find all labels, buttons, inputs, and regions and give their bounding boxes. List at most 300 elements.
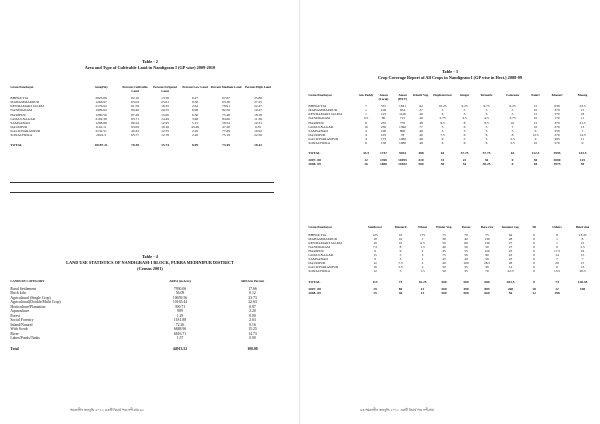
table-cell: 130: [484, 236, 490, 241]
table-cell: 22.56: [254, 133, 262, 138]
table-cell: 5: [511, 112, 514, 117]
table-cell: 9: [534, 136, 537, 141]
table-cell: 27.25: [254, 100, 262, 105]
table-cell: 15.74: [161, 143, 169, 148]
table-cell: 22: [462, 158, 467, 163]
table-cell: 57.75: [460, 151, 469, 156]
table-cell: 6.36: [191, 112, 199, 117]
table-cell: 5: [463, 112, 466, 117]
table-cell: 1821: [399, 104, 406, 109]
table-cell: 45: [442, 257, 446, 262]
column-header: Til: [532, 226, 536, 229]
table-cell: 62: [510, 151, 515, 156]
table-cell: 25.86: [254, 96, 262, 101]
table-cell: 48: [419, 136, 423, 141]
column-header: Percent Cultivable Land: [122, 86, 148, 93]
row-label: KENDAMARI JALPAI: [308, 240, 342, 245]
table-cell: 270: [554, 132, 560, 137]
table-cell: 1: [556, 236, 558, 241]
table-cell: 10: [533, 108, 538, 113]
row-label: GOKULNAGAR: [308, 124, 334, 129]
table-4-label: Table - 4: [142, 254, 158, 259]
table-cell: 715: [399, 116, 406, 121]
table-cell: 23.5: [579, 104, 586, 109]
table-cell: 13: [580, 124, 585, 129]
table-cell: 9: [581, 141, 584, 146]
table-cell: 15: [373, 290, 377, 295]
table-cell: 82.56: [222, 108, 230, 113]
table-cell: 74: [555, 279, 559, 284]
table-cell: 10: [364, 124, 368, 129]
column-header: Percent Medium Land: [210, 86, 242, 89]
table-cell: 50: [464, 253, 468, 258]
table-cell: 18187.21: [94, 143, 108, 148]
table-cell: 23.73: [248, 295, 257, 300]
table-cell: 8: [556, 232, 558, 237]
table-cell: 12.78: [161, 133, 169, 138]
table-cell: 19.16: [161, 124, 169, 129]
table-cell: 28: [508, 236, 513, 241]
table-cell: 10: [510, 120, 515, 125]
table-cell: 10: [398, 232, 403, 237]
table-cell: 1181.88: [173, 318, 187, 323]
column-header: Aus Paddy: [358, 94, 374, 97]
table-cell: 8.09: [191, 143, 199, 148]
table-cell: 1390: [380, 158, 387, 163]
table-cell: 2: [421, 261, 424, 266]
table-cell: 0: [511, 158, 514, 163]
column-header: Potato: [461, 226, 471, 229]
row-label: HARIPUR: [308, 120, 324, 125]
table-cell: 3: [399, 257, 402, 262]
table-cell: 7930.06: [173, 286, 187, 291]
table-cell: 3000: [553, 158, 561, 163]
table-cell: 198: [579, 286, 586, 291]
table-cell: 18: [532, 286, 536, 291]
table-cell: 7.5: [440, 132, 445, 137]
table-5-section: [300, 0, 600, 424]
table-cell: 15: [580, 108, 585, 113]
table-cell: [569, 291, 596, 295]
table-cell: 125: [579, 158, 586, 163]
table-cell: 6616.71: [173, 331, 187, 336]
table-cell: 2: [421, 265, 424, 270]
table-2-title: Area and Type of Cultivable Land in Nandigram I (GP wise) 2009-2010: [84, 65, 216, 70]
table-cell: 6: [485, 141, 488, 146]
table-cell: 5: [441, 124, 444, 129]
table-cell: 3132.51: [95, 128, 107, 133]
table-cell: 9: [374, 257, 376, 262]
table-cell: 6: [365, 120, 367, 125]
table-cell: 13.45: [578, 232, 587, 237]
table-cell: 87.28: [131, 112, 139, 117]
table-cell: 82.10: [131, 96, 139, 101]
table-cell: 0: [533, 261, 535, 266]
table-cell: 100: [380, 128, 387, 133]
table-cell: 15: [533, 120, 538, 125]
row-label: Inland/Natural: [10, 322, 33, 327]
table-cell: 150: [380, 141, 387, 146]
table-cell: 5: [399, 269, 402, 274]
table-cell: 1208.88: [95, 120, 107, 125]
table-cell: 10659.56: [172, 295, 188, 300]
table-cell: 1.57: [176, 336, 184, 341]
table-cell: 10: [373, 240, 377, 245]
column-header: LANDUSE CATEGORY: [10, 280, 45, 283]
row-label: KENDAMARI JALPAI: [10, 104, 44, 109]
table-cell: 80: [381, 116, 386, 121]
table-cell: 5: [485, 108, 488, 113]
table-cell: 57.75: [482, 151, 491, 156]
column-header: Percent High Land: [245, 86, 271, 89]
row-label: Social Forestry: [10, 318, 34, 323]
table-cell: 6: [365, 141, 367, 146]
table-cell: 5.5: [510, 141, 515, 146]
table-cell: 500: [441, 279, 447, 284]
footer-left: সমকালীন জনবুদ্ধি ২০১১ একটি বিচার্য পত্র নন্দীগ্রাম ৬২: [70, 408, 144, 412]
table-cell: 63.04: [131, 100, 139, 105]
table-cell: 12: [555, 286, 559, 291]
table-cell: 0: [533, 232, 535, 237]
row-label: MAHAMMADPUR: [308, 108, 338, 113]
table-cell: 570: [554, 112, 560, 117]
table-cell: 2.75: [439, 116, 446, 121]
table-cell: 15: [533, 112, 538, 117]
table-cell: 6.98: [191, 108, 199, 113]
table-cell: 28: [508, 261, 513, 266]
row-label: BHEKUTIA: [308, 104, 327, 109]
column-header: Elephant foot: [433, 94, 452, 97]
table-cell: 0.5: [420, 240, 425, 245]
table-cell: 6.47: [191, 96, 199, 101]
table-cell: 6: [441, 141, 444, 146]
table-cell: 78: [400, 132, 405, 137]
column-header: Percent Irrigated Land: [153, 86, 177, 93]
table-cell: 7.5: [372, 244, 378, 249]
table-cell: 7.5: [398, 261, 403, 266]
table-cell: 14.5: [579, 132, 586, 137]
table-cell: 5: [463, 108, 466, 113]
table-cell: 80.40: [131, 108, 139, 113]
table-cell: 40: [419, 132, 423, 137]
table-cell: 50: [442, 240, 446, 245]
table-cell: 1: [556, 240, 558, 245]
table-cell: 8: [399, 244, 402, 249]
table-cell: 800: [399, 128, 406, 133]
table-cell: 100.00: [247, 346, 258, 351]
row-label: SAMSABAD: [308, 257, 328, 262]
row-label: TOTAL: [308, 279, 321, 284]
table-cell: 18.35: [161, 104, 169, 109]
table-cell: 0: [533, 257, 535, 262]
table-cell: 64: [440, 151, 445, 156]
column-header: Boro rice: [480, 226, 494, 229]
table-cell: 50: [440, 162, 445, 167]
table-cell: 495: [554, 136, 560, 141]
table-cell: 13: [420, 290, 425, 295]
table-cell: 8: [511, 132, 514, 137]
row-label: TOTAL: [308, 151, 321, 156]
table-cell: 50: [580, 162, 585, 167]
table-cell: 12: [364, 158, 368, 163]
table-cell: 500: [463, 290, 469, 295]
table-cell: 885: [484, 286, 490, 291]
table-cell: 20: [555, 261, 559, 266]
row-label: KALICHARANPUR: [308, 265, 339, 270]
table-cell: 27: [508, 244, 513, 249]
table-cell: 12: [532, 290, 536, 295]
table-cell: 0: [511, 162, 514, 167]
column-header: Sunflower: [368, 226, 382, 229]
table-cell: 630: [554, 104, 560, 109]
column-header: Percent Low Land: [182, 86, 208, 89]
table-cell: 4: [365, 132, 367, 137]
table-cell: 4: [365, 128, 367, 133]
table-cell: 490: [463, 286, 469, 291]
table-cell: 5.5: [580, 244, 585, 249]
table-cell: 75.48: [222, 112, 230, 117]
table-cell: 6: [463, 141, 466, 146]
table-cell: 8.5: [484, 120, 489, 125]
table-cell: 6: [463, 132, 466, 137]
table-cell: 370: [554, 108, 560, 113]
table-cell: 6: [485, 132, 488, 137]
table-cell: 50: [485, 257, 489, 262]
right-page: [300, 0, 600, 424]
row-label: SONACHURA: [308, 269, 331, 274]
row-label: Aquaculture: [10, 309, 30, 314]
table-cell: 2.63: [249, 318, 256, 323]
table-cell: 2.62: [191, 104, 199, 109]
table-cell: 17.66: [248, 286, 257, 291]
row-label: Horticulture/Plantation: [10, 304, 46, 309]
row-label: Agricultural (Single Crop): [10, 295, 51, 300]
table-cell: 0: [533, 236, 535, 241]
table-cell: 11: [580, 136, 585, 141]
table-cell: 1800: [380, 162, 387, 167]
table-cell: 40: [419, 112, 423, 117]
table-cell: 12: [508, 265, 513, 270]
table-cell: 6.25: [509, 104, 516, 109]
table-cell: 5: [441, 108, 444, 113]
table-cell: 40: [442, 261, 446, 266]
table-cell: 43.5: [362, 151, 370, 156]
table-cell: 9454: [399, 151, 406, 156]
table-cell: 75: [485, 232, 489, 237]
table-cell: 680: [484, 279, 490, 284]
row-label: HARIPUR: [308, 248, 324, 253]
row-label: MAHAMMADPUR: [308, 236, 338, 241]
table-cell: 1390: [399, 124, 406, 129]
row-label: KALICHARANPUR: [308, 136, 339, 141]
table-cell: 25.61: [161, 100, 169, 105]
table-3-label: Table - 3: [442, 69, 458, 74]
table-cell: 1747: [380, 151, 387, 156]
row-label: SONACHURA: [10, 133, 33, 138]
table-cell: 22.5: [507, 269, 514, 274]
row-label: Brick kiln: [10, 291, 26, 296]
row-label: Agricultural(Double/Multi Crop): [10, 300, 61, 305]
table-cell: 50: [533, 158, 538, 163]
table-cell: 270: [554, 124, 560, 129]
table-cell: 12.5: [532, 132, 539, 137]
table-cell: 20.5: [579, 269, 586, 274]
table-cell: 100: [463, 261, 469, 266]
column-header: Winter Veg.: [435, 226, 453, 229]
table-cell: 260: [507, 286, 514, 291]
table-cell: 1: [365, 108, 367, 113]
table-cell: 20.55: [161, 108, 169, 113]
row-label: Rural Settlement: [10, 286, 37, 291]
table-cell: 654: [399, 108, 406, 113]
table-cell: 58.54: [222, 120, 230, 125]
table-cell: 70.38: [131, 143, 139, 148]
table-4: [10, 280, 285, 351]
table-cell: 90: [485, 253, 489, 258]
column-header: Wheat: [417, 226, 428, 229]
table-cell: 3: [441, 128, 444, 133]
row-label: SAMSABAD: [308, 128, 328, 133]
table-cell: 143.5: [578, 151, 587, 156]
table-cell: 410: [418, 158, 424, 163]
table-cell: 390.71: [174, 304, 186, 309]
table-cell: 0: [533, 269, 535, 274]
table-cell: 235: [380, 120, 387, 125]
table-cell: 15: [580, 261, 585, 266]
table-cell: 13: [580, 265, 585, 270]
table-cell: 9: [441, 136, 444, 141]
table-cell: 2: [421, 248, 424, 253]
table-5: [308, 226, 596, 295]
column-header: Termeric: [480, 94, 493, 97]
table-cell: 9: [399, 248, 402, 253]
table-cell: 1060: [399, 136, 406, 141]
table-cell: 12: [373, 261, 377, 266]
table-cell: 73: [398, 279, 403, 284]
table-cell: 14.49: [161, 116, 169, 121]
table-cell: 5: [485, 124, 488, 129]
table-cell: 47.20: [222, 124, 230, 129]
table-cell: 50: [485, 244, 489, 249]
table-cell: 0.5: [363, 116, 369, 121]
table-cell: 0: [533, 253, 535, 258]
table-cell: 77.69: [222, 128, 230, 133]
table-cell: 78.91: [222, 104, 230, 109]
table-cell: 14.73: [248, 331, 257, 336]
table-cell: 1280.56: [95, 112, 107, 117]
table-cell: 170: [554, 116, 560, 121]
table-cell: 283.5: [506, 279, 515, 284]
table-cell: 84.66: [222, 116, 230, 121]
year-row: [308, 291, 596, 295]
table-cell: 14: [555, 253, 559, 258]
column-header: AREA (in Acre): [169, 280, 191, 283]
column-header: Aman (Local): [378, 94, 389, 101]
table-cell: 35: [464, 269, 468, 274]
table-cell: 6: [485, 112, 488, 117]
table-cell: 7: [365, 104, 367, 109]
table-cell: 30: [442, 236, 446, 241]
table-cell: 36: [484, 158, 489, 163]
table-cell: 3975: [553, 162, 561, 167]
table-cell: 250: [554, 128, 560, 133]
table-cell: 10182: [398, 162, 407, 167]
table-cell: 488: [418, 151, 424, 156]
column-header: Others: [552, 226, 562, 229]
row-label: DAUDPUR: [10, 124, 28, 129]
row-label: GOKULNAGAR: [10, 116, 36, 121]
table-cell: 16: [580, 248, 585, 253]
table-cell: 0: [533, 248, 535, 253]
table-cell: 13.5: [553, 269, 561, 274]
table-cell: 10165.44: [172, 300, 188, 305]
table-cell: 370: [554, 120, 560, 125]
row-label: 2007- 08: [308, 286, 321, 291]
table-cell: 175: [380, 136, 387, 141]
table-cell: 70: [485, 269, 489, 274]
row-label: Forest: [10, 313, 20, 318]
table-cell: 55: [464, 248, 468, 253]
row-label: With Scrub: [10, 327, 28, 332]
table-cell: 45: [442, 248, 446, 253]
table-cell: 3.98: [191, 116, 199, 121]
table-cell: 15: [580, 253, 585, 258]
table-cell: 16: [373, 265, 377, 270]
table-cell: 10: [398, 236, 403, 241]
table-cell: 5.5: [510, 136, 515, 141]
column-header: Ginger: [459, 94, 470, 97]
table-cell: 0.00: [249, 313, 256, 318]
table-cell: 35: [464, 265, 468, 270]
table-cell: 4: [365, 136, 367, 141]
row-label: KALICHARANPUR: [10, 128, 41, 133]
table-cell: 1: [365, 112, 367, 117]
table-cell: 0.00: [249, 336, 256, 341]
column-header: Aman (HYV): [397, 94, 408, 101]
table-cell: 75.19: [222, 133, 230, 138]
row-label: 2007- 08: [308, 158, 321, 163]
column-header: AREA in Percent: [240, 280, 265, 283]
table-cell: 10: [533, 141, 538, 146]
column-header: Gram Panchayat: [308, 226, 332, 229]
column-header: Kakri: [531, 94, 540, 97]
table-cell: 16: [364, 162, 368, 167]
table-cell: 31: [440, 158, 445, 163]
table-cell: 112.5: [531, 151, 540, 156]
row-label: 2008- 09: [308, 290, 321, 295]
table-cell: 18.42: [254, 143, 262, 148]
table-cell: 12: [420, 286, 425, 291]
table-cell: 22.47: [254, 104, 262, 109]
table-cell: 1: [421, 257, 424, 262]
table-cell: 100: [380, 108, 387, 113]
table-cell: 5: [485, 136, 488, 141]
table-cell: 2825.66: [95, 96, 107, 101]
table-cell: 48: [419, 120, 423, 125]
column-header: Kharif Veg.: [413, 94, 429, 97]
row-label: MAHAMMADPUR: [10, 100, 40, 105]
table-cell: 9.35: [254, 124, 262, 129]
row-label: TOTAL: [10, 143, 23, 148]
table-4-subtitle: (Census 2001): [137, 266, 163, 271]
table-cell: 0: [533, 265, 535, 270]
table-cell: 18.18: [254, 112, 262, 117]
table-cell: 28.5: [483, 261, 491, 266]
table-cell: 5: [463, 136, 466, 141]
table-cell: 75: [442, 232, 446, 237]
table-cell: 1: [421, 236, 424, 241]
table-cell: 13.58: [161, 96, 169, 101]
